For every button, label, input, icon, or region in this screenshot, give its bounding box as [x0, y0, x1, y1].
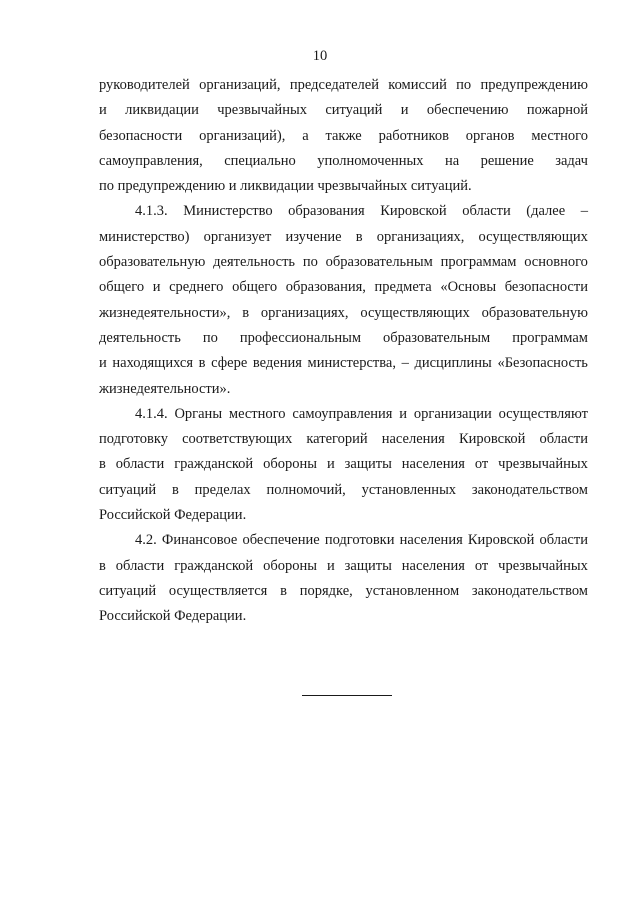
word: обороны	[263, 557, 318, 574]
word: образовательную	[481, 304, 588, 321]
word: сфере	[211, 355, 248, 372]
word: специально	[224, 152, 296, 169]
word: и	[399, 405, 408, 422]
text-line-last: Российской Федерации.	[99, 507, 247, 524]
word: чрезвычайных	[498, 456, 588, 473]
word: –	[401, 355, 409, 372]
word: председателей	[289, 77, 379, 93]
word: обороны	[263, 456, 318, 473]
text-line	[99, 98, 588, 123]
word: безопасности	[99, 127, 183, 144]
word: программам	[440, 254, 517, 271]
word: изучение	[285, 228, 342, 245]
paragraph	[99, 402, 588, 528]
word: «Безопасность	[497, 355, 588, 372]
paragraph	[99, 73, 588, 199]
word: от	[474, 557, 489, 574]
word: области	[539, 431, 588, 448]
word: общего	[232, 279, 278, 296]
word: в	[355, 228, 363, 245]
word: области	[115, 456, 165, 473]
word: осуществляется	[168, 582, 268, 599]
word: а	[302, 127, 309, 144]
word: законодательством	[471, 582, 588, 599]
word: организациях,	[260, 304, 349, 321]
text-line	[99, 528, 588, 553]
word: соответствующих	[182, 431, 293, 448]
word: гражданской	[174, 456, 254, 473]
word: Кировской	[467, 532, 535, 549]
word: Финансовое	[161, 532, 238, 549]
text-line	[99, 124, 588, 149]
word: и	[99, 102, 107, 119]
word: обеспечению	[426, 102, 509, 119]
word: в	[99, 456, 106, 473]
word: работников	[378, 127, 449, 144]
word: по	[456, 77, 472, 93]
word: также	[325, 127, 362, 144]
word: ситуаций	[99, 582, 157, 599]
word: и	[99, 355, 107, 372]
word: профессиональным	[239, 329, 362, 346]
word: порядке,	[299, 582, 353, 599]
word: предмета	[374, 279, 432, 296]
text-line	[99, 326, 588, 351]
text-line	[99, 275, 588, 300]
word: по	[202, 329, 218, 346]
text-line	[99, 250, 588, 275]
word: ведения	[252, 355, 302, 372]
text-line-last: Российской Федерации.	[99, 608, 247, 625]
text-line	[99, 225, 588, 250]
text-line	[99, 351, 588, 376]
word: установленном	[365, 582, 460, 599]
word: находящихся	[112, 355, 194, 372]
word: и	[152, 279, 161, 296]
word: и	[326, 456, 335, 473]
word: защиты	[344, 557, 392, 574]
text-line	[99, 149, 588, 174]
word: организует	[203, 228, 272, 245]
word: деятельность	[213, 254, 296, 271]
word: «Основы	[440, 279, 497, 296]
word: руководителей	[99, 77, 190, 93]
text-line	[99, 478, 588, 503]
word: решение	[480, 152, 534, 169]
word: образования	[288, 203, 365, 220]
word: населения	[401, 557, 465, 574]
word: населения	[381, 431, 445, 448]
word: полномочий,	[266, 481, 346, 498]
word: жизнедеятельности»,	[99, 304, 231, 321]
word: подготовки	[324, 532, 395, 549]
word: безопасности	[504, 279, 588, 296]
word: 4.2.	[135, 532, 157, 549]
word: в	[242, 304, 250, 321]
word: министерство)	[99, 228, 190, 245]
word: среднего	[169, 279, 224, 296]
word: осуществляют	[498, 405, 588, 422]
text-line	[99, 554, 588, 579]
word: чрезвычайных	[217, 102, 307, 119]
word: в	[280, 582, 287, 599]
word: в	[198, 355, 206, 372]
word: местного	[228, 405, 286, 422]
word: и	[400, 102, 409, 119]
word: защиты	[344, 456, 392, 473]
text-line	[99, 301, 588, 326]
word: организациях,	[376, 228, 465, 245]
paragraph	[99, 199, 588, 401]
word: уполномоченных	[317, 152, 424, 169]
word: образования,	[285, 279, 366, 296]
word: обеспечение	[242, 532, 320, 549]
word: установленных	[361, 481, 457, 498]
text-line	[99, 73, 588, 98]
word: предупреждению	[480, 77, 588, 93]
word: ситуаций	[325, 102, 383, 119]
word: 4.1.3.	[135, 203, 168, 220]
text-line	[99, 452, 588, 477]
word: Органы	[174, 405, 223, 422]
word: ситуаций	[99, 481, 157, 498]
word: (далее	[526, 203, 566, 220]
word: от	[474, 456, 489, 473]
word: населения	[399, 532, 463, 549]
word: Кировской	[380, 203, 447, 220]
word: местного	[531, 127, 588, 144]
text-line	[99, 402, 588, 427]
word: области	[539, 532, 588, 549]
text-line	[99, 579, 588, 604]
word: Министерство	[183, 203, 273, 220]
word: осуществляющих	[360, 304, 470, 321]
word: программам	[512, 329, 588, 346]
word: области	[462, 203, 511, 220]
word: образовательным	[382, 329, 491, 346]
word: области	[115, 557, 165, 574]
word: самоуправления	[292, 405, 393, 422]
document-body	[99, 73, 588, 630]
word: Кировской	[458, 431, 526, 448]
word: комиссий	[388, 77, 447, 93]
word: пределах	[194, 481, 251, 498]
word: организаций,	[199, 77, 281, 93]
word: образовательным	[325, 254, 433, 271]
word: пожарной	[526, 102, 588, 119]
word: осуществляющих	[478, 228, 588, 245]
end-separator-line	[302, 695, 392, 696]
paragraph	[99, 528, 588, 629]
word: дисциплины	[414, 355, 492, 372]
word: деятельность	[99, 329, 181, 346]
word: гражданской	[174, 557, 254, 574]
word: задач	[555, 152, 588, 169]
word: министерства,	[307, 355, 396, 372]
word: законодательством	[471, 481, 588, 498]
word: органов	[465, 127, 515, 144]
word: –	[580, 203, 588, 220]
word: категорий	[306, 431, 368, 448]
word: общего	[99, 279, 145, 296]
word: образовательную	[99, 254, 206, 271]
word: и	[326, 557, 335, 574]
text-line	[99, 427, 588, 452]
word: организаций),	[199, 127, 286, 144]
word: на	[444, 152, 460, 169]
page-number: 10	[312, 48, 328, 64]
word: населения	[401, 456, 465, 473]
word: 4.1.4.	[135, 405, 168, 422]
text-line	[99, 199, 588, 224]
text-line-last: жизнедеятельности».	[99, 380, 231, 397]
word: организации	[413, 405, 492, 422]
word: чрезвычайных	[498, 557, 588, 574]
text-line-last: по предупреждению и ликвидации чрезвычайных ситуаций.	[99, 178, 472, 195]
word: подготовку	[99, 431, 168, 448]
word: в	[99, 557, 106, 574]
word: в	[171, 481, 179, 498]
word: самоуправления,	[99, 152, 203, 169]
word: ликвидации	[125, 102, 199, 119]
word: основного	[524, 254, 588, 271]
word: по	[302, 254, 318, 271]
